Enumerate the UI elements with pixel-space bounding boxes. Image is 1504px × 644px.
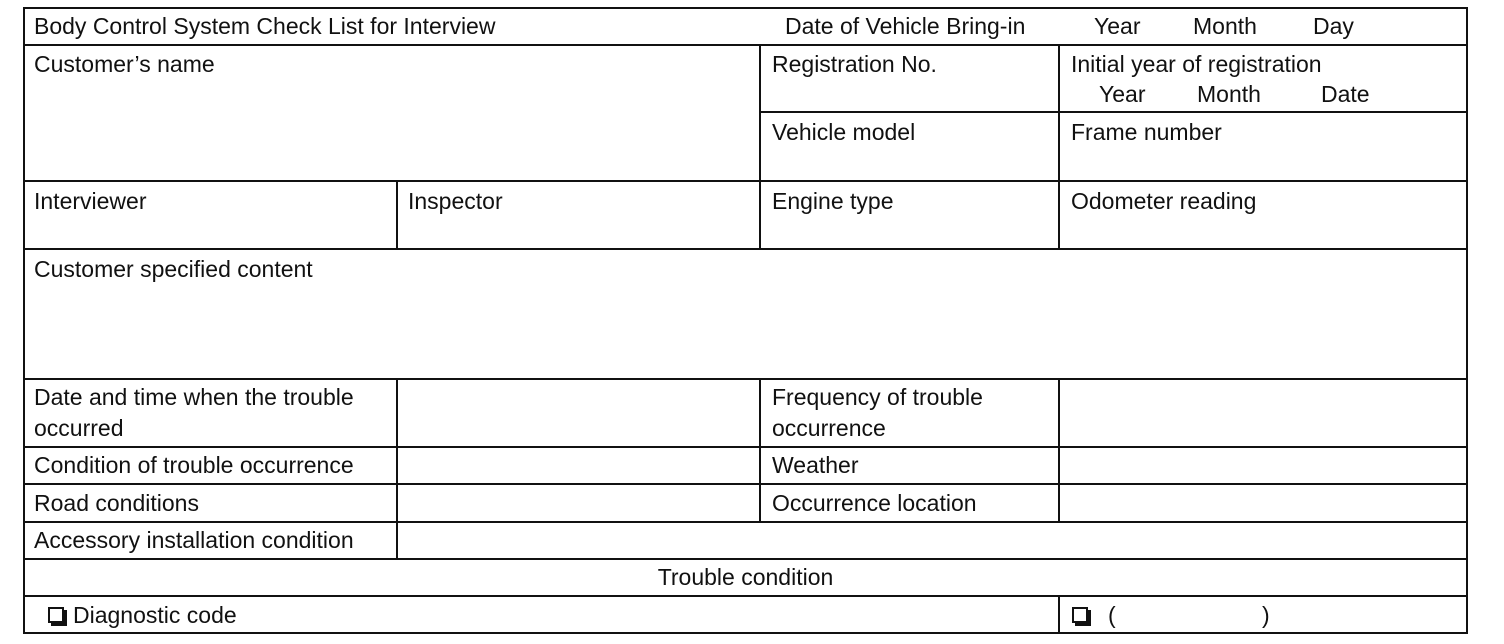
divider-accessory — [25, 558, 1466, 560]
registration-no-label: Registration No. — [772, 51, 937, 77]
initial-date-label: Date — [1321, 81, 1370, 107]
column-left-lower — [396, 378, 398, 558]
divider-header — [25, 44, 1466, 46]
bring-in-year-label: Year — [1094, 13, 1141, 39]
inspector-label: Inspector — [408, 188, 503, 214]
divider-registration — [761, 111, 1466, 113]
customer-specified-content-label: Customer specified content — [34, 256, 313, 282]
frequency-trouble-label-line1: Frequency of trouble — [772, 384, 983, 410]
weather-label: Weather — [772, 452, 859, 478]
diagnostic-code-checkbox[interactable] — [48, 607, 64, 623]
bring-in-day-label: Day — [1313, 13, 1354, 39]
divider-condition — [25, 483, 1466, 485]
column-right-upper — [759, 44, 761, 248]
vehicle-model-label: Vehicle model — [772, 119, 916, 145]
customer-name-label: Customer’s name — [34, 51, 215, 77]
divider-datetime — [25, 446, 1466, 448]
divider-customer — [25, 180, 1466, 182]
column-bottom-split — [1058, 595, 1060, 634]
engine-type-label: Engine type — [772, 188, 894, 214]
date-time-trouble-label-line2: occurred — [34, 415, 124, 441]
odometer-reading-label: Odometer reading — [1071, 188, 1257, 214]
initial-year-label: Year — [1099, 81, 1146, 107]
initial-year-registration-label: Initial year of registration — [1071, 51, 1322, 77]
bring-in-month-label: Month — [1193, 13, 1257, 39]
divider-staff — [25, 248, 1466, 250]
divider-content — [25, 378, 1466, 380]
date-vehicle-bring-in-label: Date of Vehicle Bring-in — [785, 13, 1026, 39]
column-right-lower — [759, 378, 761, 521]
interviewer-label: Interviewer — [34, 188, 147, 214]
column-far-right-lower — [1058, 378, 1060, 521]
column-left-staff — [396, 180, 398, 248]
frequency-trouble-label-line2: occurrence — [772, 415, 886, 441]
condition-trouble-occurrence-label: Condition of trouble occurrence — [34, 452, 354, 478]
other-condition-checkbox[interactable] — [1072, 607, 1088, 623]
divider-trouble-condition — [25, 595, 1466, 597]
date-time-trouble-label-line1: Date and time when the trouble — [34, 384, 354, 410]
occurrence-location-label: Occurrence location — [772, 490, 977, 516]
road-conditions-label: Road conditions — [34, 490, 199, 516]
other-condition-close-paren: ) — [1262, 602, 1270, 628]
column-far-right-upper — [1058, 44, 1060, 248]
other-condition-open-paren: ( — [1108, 602, 1116, 628]
divider-road — [25, 521, 1466, 523]
trouble-condition-label: Trouble condition — [657, 564, 834, 590]
initial-month-label: Month — [1197, 81, 1261, 107]
form-title: Body Control System Check List for Interview — [34, 13, 496, 39]
diagnostic-code-label: Diagnostic code — [73, 602, 237, 628]
accessory-installation-condition-label: Accessory installation condition — [34, 527, 354, 553]
interview-form — [23, 7, 1468, 634]
frame-number-label: Frame number — [1071, 119, 1222, 145]
